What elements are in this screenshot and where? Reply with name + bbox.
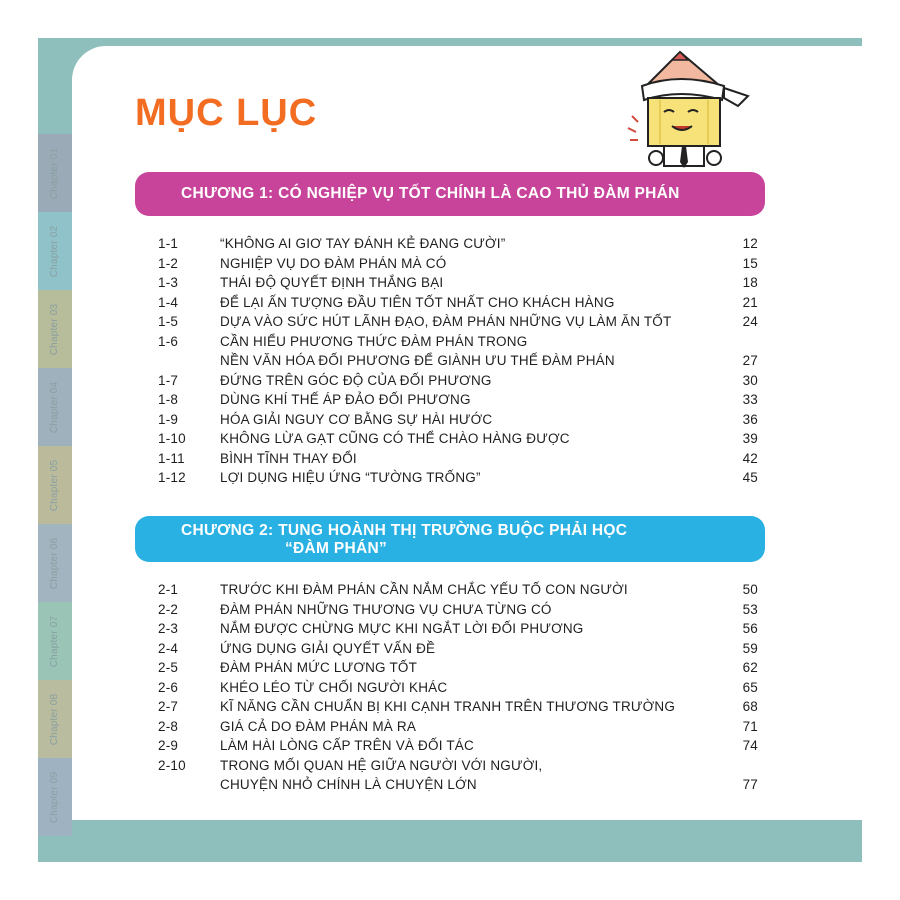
chapter-2-entries — [158, 580, 758, 795]
entry-title: CẦN HIỂU PHƯƠNG THỨC ĐÀM PHÁN TRONG — [220, 333, 528, 349]
entry-page: 50 — [742, 582, 758, 597]
toc-row[interactable] — [158, 371, 758, 391]
entry-page: 39 — [742, 431, 758, 446]
entry-page: 77 — [742, 777, 758, 792]
entry-title: NGHIỆP VỤ DO ĐÀM PHÁN MÀ CÓ — [220, 255, 447, 271]
toc-row[interactable] — [158, 736, 758, 756]
sidebar-tab-chapter-05[interactable] — [38, 446, 72, 524]
entry-number: 2-9 — [158, 738, 179, 753]
sidebar-tab-chapter-09[interactable] — [38, 758, 72, 836]
toc-row[interactable] — [158, 254, 758, 274]
entry-title: TRONG MỐI QUAN HỆ GIỮA NGƯỜI VỚI NGƯỜI, — [220, 757, 543, 773]
toc-row[interactable] — [158, 775, 758, 795]
entry-page: 18 — [742, 275, 758, 290]
toc-row[interactable] — [158, 449, 758, 469]
entry-title: BÌNH TĨNH THAY ĐỔI — [220, 450, 357, 466]
toc-row[interactable] — [158, 429, 758, 449]
entry-number: 2-3 — [158, 621, 179, 636]
entry-title: ĐỂ LẠI ẤN TƯỢNG ĐẦU TIÊN TỐT NHẤT CHO KHÁCH HÀNG — [220, 294, 615, 310]
toc-row[interactable] — [158, 351, 758, 371]
entry-number: 2-5 — [158, 660, 179, 675]
entry-number: 2-7 — [158, 699, 179, 714]
toc-row[interactable] — [158, 600, 758, 620]
toc-row[interactable] — [158, 273, 758, 293]
entry-title: DÙNG KHÍ THẾ ÁP ĐẢO ĐỐI PHƯƠNG — [220, 392, 471, 407]
toc-row[interactable] — [158, 678, 758, 698]
toc-row[interactable] — [158, 468, 758, 488]
entry-page: 36 — [742, 411, 758, 427]
entry-title: LÀM HÀI LÒNG CẤP TRÊN VÀ ĐỐI TÁC — [220, 738, 474, 753]
entry-page: 56 — [742, 621, 758, 636]
toc-row[interactable] — [158, 293, 758, 313]
entry-page: 65 — [742, 679, 758, 695]
entry-number: 2-2 — [158, 601, 179, 617]
pencil-mascot-icon — [620, 46, 770, 176]
toc-row[interactable] — [158, 717, 758, 737]
entry-page: 21 — [742, 294, 758, 310]
entry-page: 62 — [742, 660, 758, 675]
entry-number: 1-10 — [158, 431, 186, 446]
entry-page: 74 — [742, 738, 758, 753]
entry-title: ĐÀM PHÁN NHỮNG THƯƠNG VỤ CHƯA TỪNG CÓ — [220, 601, 552, 617]
chapter-2-heading-cont: “ĐÀM PHÁN” — [285, 540, 388, 557]
chapter-1-heading: CHƯƠNG 1: CÓ NGHIỆP VỤ TỐT CHÍNH LÀ CAO THỦ ĐÀM PHÁN — [181, 185, 680, 202]
sidebar-tab-label: Chapter 05 — [49, 459, 61, 511]
entry-title: NỀN VĂN HÓA ĐỐI PHƯƠNG ĐỂ GIÀNH ƯU THẾ ĐÀM PHÁN — [220, 353, 615, 368]
entry-page: 27 — [742, 353, 758, 368]
entry-title: LỢI DỤNG HIỆU ỨNG “TƯỜNG TRỐNG” — [220, 470, 481, 485]
entry-number: 2-6 — [158, 679, 179, 695]
entry-number: 1-8 — [158, 392, 179, 407]
toc-row[interactable] — [158, 756, 758, 776]
sidebar-tab-label: Chapter 09 — [49, 771, 61, 823]
entry-number: 1-5 — [158, 314, 179, 329]
entry-page: 15 — [742, 255, 758, 271]
toc-row[interactable] — [158, 639, 758, 659]
chapter-sidebar — [38, 38, 72, 862]
entry-title: KHÉO LÉO TỪ CHỐI NGƯỜI KHÁC — [220, 679, 448, 695]
entry-title: ĐỨNG TRÊN GÓC ĐỘ CỦA ĐỐI PHƯƠNG — [220, 372, 492, 388]
entry-title: KHÔNG LỪA GẠT CŨNG CÓ THỂ CHÀO HÀNG ĐƯỢC — [220, 431, 570, 446]
sidebar-tab-chapter-06[interactable] — [38, 524, 72, 602]
entry-page: 12 — [742, 236, 758, 251]
entry-number: 2-8 — [158, 718, 179, 734]
sidebar-tab-chapter-03[interactable] — [38, 290, 72, 368]
entry-page: 71 — [742, 718, 758, 734]
sidebar-tab-chapter-07[interactable] — [38, 602, 72, 680]
sidebar-tab-label: Chapter 03 — [49, 303, 61, 355]
entry-number: 2-4 — [158, 640, 179, 656]
sidebar-tab-label: Chapter 04 — [49, 381, 61, 433]
chapter-1-entries — [158, 234, 758, 488]
sidebar-tab-chapter-01[interactable] — [38, 134, 72, 212]
toc-row[interactable] — [158, 658, 758, 678]
sidebar-tab-chapter-08[interactable] — [38, 680, 72, 758]
entry-number: 1-11 — [158, 450, 185, 466]
toc-row[interactable] — [158, 312, 758, 332]
entry-number: 1-1 — [158, 236, 179, 251]
toc-row[interactable] — [158, 390, 758, 410]
toc-row[interactable] — [158, 697, 758, 717]
entry-title: “KHÔNG AI GIƠ TAY ĐÁNH KẺ ĐANG CƯỜI” — [220, 236, 506, 251]
entry-page: 33 — [742, 392, 758, 407]
toc-row[interactable] — [158, 410, 758, 430]
sidebar-tab-label: Chapter 08 — [49, 693, 61, 745]
entry-title: NẮM ĐƯỢC CHỪNG MỰC KHI NGẮT LỜI ĐỐI PHƯƠNG — [220, 621, 584, 636]
entry-number: 1-7 — [158, 372, 179, 388]
entry-page: 45 — [742, 470, 758, 485]
entry-title: KĨ NĂNG CẦN CHUẨN BỊ KHI CẠNH TRANH TRÊN THƯƠNG TRƯỜNG — [220, 699, 676, 714]
sidebar-tab-label: Chapter 07 — [49, 615, 61, 667]
sidebar-tab-label: Chapter 01 — [49, 147, 61, 199]
entry-title: DỰA VÀO SỨC HÚT LÃNH ĐẠO, ĐÀM PHÁN NHỮNG VỤ LÀM ĂN TỐT — [220, 314, 672, 329]
entry-title: THÁI ĐỘ QUYẾT ĐỊNH THẮNG BẠI — [220, 275, 444, 290]
sidebar-tab-chapter-02[interactable] — [38, 212, 72, 290]
entry-title: TRƯỚC KHI ĐÀM PHÁN CẦN NẮM CHẮC YẾU TỐ CON NGƯỜI — [220, 582, 628, 597]
entry-page: 53 — [742, 601, 758, 617]
entry-title: ĐÀM PHÁN MỨC LƯƠNG TỐT — [220, 660, 418, 675]
entry-title: ỨNG DỤNG GIẢI QUYẾT VẤN ĐỀ — [220, 640, 436, 656]
entry-page: 24 — [742, 314, 758, 329]
entry-page: 30 — [742, 372, 758, 388]
entry-number: 1-4 — [158, 294, 179, 310]
sidebar-tab-label: Chapter 02 — [49, 225, 61, 277]
entry-title: HÓA GIẢI NGUY CƠ BẰNG SỰ HÀI HƯỚC — [220, 411, 493, 427]
entry-page: 42 — [742, 450, 758, 466]
entry-number: 1-9 — [158, 411, 179, 427]
entry-number: 1-2 — [158, 255, 179, 271]
toc-row[interactable] — [158, 580, 758, 600]
entry-page: 59 — [742, 640, 758, 656]
sidebar-tab-label: Chapter 06 — [49, 537, 61, 589]
entry-number: 2-10 — [158, 757, 186, 773]
entry-number: 2-1 — [158, 582, 179, 597]
chapter-2-banner[interactable] — [135, 516, 765, 562]
entry-number: 1-6 — [158, 333, 179, 349]
entry-number: 1-12 — [158, 470, 186, 485]
entry-number: 1-3 — [158, 275, 179, 290]
toc-row[interactable] — [158, 234, 758, 254]
page-title: MỤC LỤC — [135, 92, 318, 134]
entry-title: GIÁ CẢ DO ĐÀM PHÁN MÀ RA — [220, 718, 417, 734]
toc-row[interactable] — [158, 619, 758, 639]
entry-page: 68 — [742, 699, 758, 714]
entry-title: CHUYỆN NHỎ CHÍNH LÀ CHUYỆN LỚN — [220, 777, 477, 792]
sidebar-tab-chapter-04[interactable] — [38, 368, 72, 446]
chapter-1-banner[interactable] — [135, 172, 765, 216]
toc-row[interactable] — [158, 332, 758, 352]
chapter-2-heading: CHƯƠNG 2: TUNG HOÀNH THỊ TRƯỜNG BUỘC PHẢI HỌC — [181, 522, 628, 539]
